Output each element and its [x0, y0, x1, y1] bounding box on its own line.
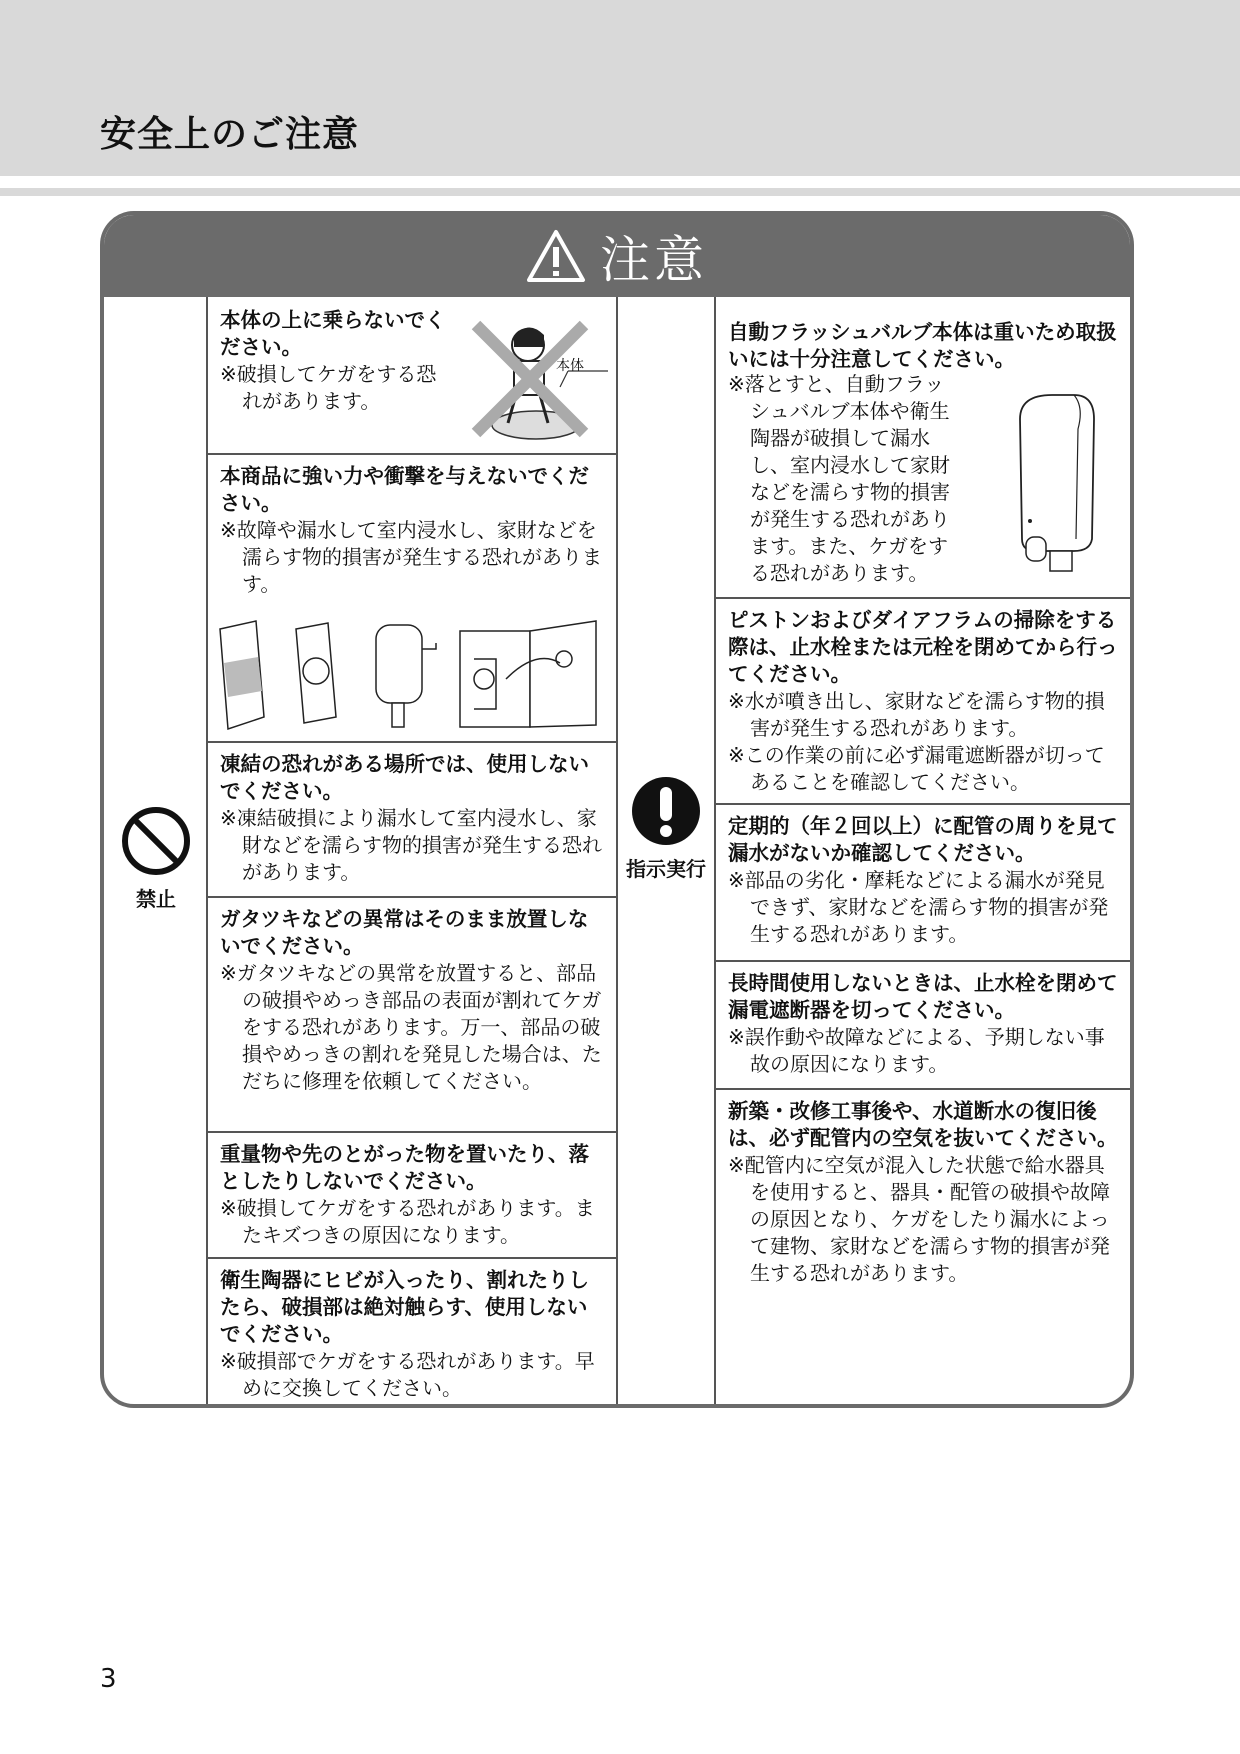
- flush-valve-illustration: [1004, 389, 1104, 579]
- caution-item: [208, 297, 468, 453]
- warning-triangle-icon: [526, 229, 586, 283]
- caution-item: [716, 803, 1132, 960]
- caution-item-title: 本体の上に乗らないでください。: [220, 308, 446, 359]
- header-divider: [0, 176, 1240, 188]
- caution-item-title: 定期的（年２回以上）に配管の周りを見て漏水がないか確認してください。: [728, 814, 1118, 865]
- caution-item: [716, 597, 1132, 803]
- fixtures-illustration: [216, 619, 608, 733]
- caution-item: [716, 960, 1132, 1088]
- caution-item: [716, 1088, 1132, 1318]
- prohibition-label: 禁止: [136, 887, 176, 911]
- caution-item-note: ※ガタツキなどの異常を放置すると、部品の破損やめっき部品の表面が割れてケガをする恐れがあります。万一、部品の破損やめっきの割れを発見した場合は、ただちに修理を依頼してください。: [220, 961, 602, 1093]
- caution-item-note-block: [716, 365, 976, 597]
- page-number: 3: [100, 1664, 117, 1694]
- caution-item-title: 凍結の恐れがある場所では、使用しないでください。: [220, 752, 589, 803]
- caution-item-note: ※水が噴き出し、家財などを濡らす物的損害が発生する恐れがあります。: [728, 689, 1105, 740]
- caution-item: [208, 896, 616, 1132]
- figure-label: 本体: [556, 358, 584, 374]
- caution-item-note: ※凍結破損により漏水して室内浸水し、家財などを濡らす物的損害が発生する恐れがあります。: [220, 806, 602, 884]
- instruction-label: 指示実行: [626, 857, 706, 881]
- prohibition-icon: [120, 805, 192, 877]
- caution-header: [104, 215, 1130, 297]
- caution-item-title: 本商品に強い力や衝撃を与えないでください。: [220, 464, 589, 515]
- caution-item-title: 自動フラッシュバルブ本体は重いため取扱いには十分注意してください。: [728, 320, 1117, 371]
- caution-item-title: 新築・改修工事後や、水道断水の復旧後は、必ず配管内の空気を抜いてください。: [728, 1099, 1118, 1150]
- instruction-marker: [622, 775, 710, 882]
- caution-item-title: 衛生陶器にヒビが入ったり、割れたりしたら、破損部は絶対触らす、使用しないでください。: [220, 1268, 589, 1346]
- column-rule: [616, 297, 618, 1404]
- caution-item-note: ※破損部でケガをする恐れがあります。早めに交換してください。: [220, 1349, 595, 1400]
- caution-item-title: 長時間使用しないときは、止水栓を閉めて漏電遮断器を切ってください。: [728, 971, 1118, 1022]
- caution-heading: 注意: [600, 231, 708, 289]
- caution-item-note: ※故障や漏水して室内浸水し、家財などを濡らす物的損害が発生する恐れがあります。: [220, 518, 602, 596]
- caution-item: [208, 741, 616, 897]
- caution-item-title: 重量物や先のとがった物を置いたり、落としたりしないでください。: [220, 1142, 589, 1193]
- exclamation-icon: [630, 775, 702, 847]
- caution-item-note: ※落とすと、自動フラッシュバルブ本体や衛生陶器が破損して漏水し、室内浸水して家財などを濡らす物的損害が発生する恐れがあります。また、ケガをする恐れがあります。: [728, 372, 950, 585]
- caution-item-note: ※部品の劣化・摩耗などによる漏水が発見できず、家財などを濡らす物的損害が発生する恐れがあります。: [728, 868, 1109, 946]
- caution-item: [208, 1257, 616, 1407]
- caution-panel: [100, 211, 1134, 1408]
- caution-item-note: ※誤作動や故障などによる、予期しない事故の原因になります。: [728, 1025, 1105, 1076]
- caution-item: [208, 1131, 616, 1257]
- caution-item-note: ※破損してケガをする恐れがあります。: [220, 362, 437, 413]
- standing-on-unit-illustration: [464, 311, 610, 451]
- caution-grid: [104, 297, 1130, 1404]
- header-divider-band: [0, 188, 1240, 196]
- caution-item-title: ガタツキなどの異常はそのまま放置しないでください。: [220, 907, 589, 958]
- prohibition-marker: [118, 805, 194, 912]
- caution-item-title: ピストンおよびダイアフラムの掃除をする際は、止水栓または元栓を閉めてから行ってください。: [728, 608, 1118, 686]
- caution-item-note: ※配管内に空気が混入した状態で給水器具を使用すると、器具・配管の破損や故障の原因となり、ケガをしたり漏水によって建物、家財などを濡らす物的損害が発生する恐れがあります。: [728, 1153, 1110, 1285]
- page-title: 安全上のご注意: [100, 114, 360, 155]
- caution-item-note: ※破損してケガをする恐れがあります。またキズつきの原因になります。: [220, 1196, 595, 1247]
- caution-item-note: ※この作業の前に必ず漏電遮断器が切ってあることを確認してください。: [728, 743, 1105, 794]
